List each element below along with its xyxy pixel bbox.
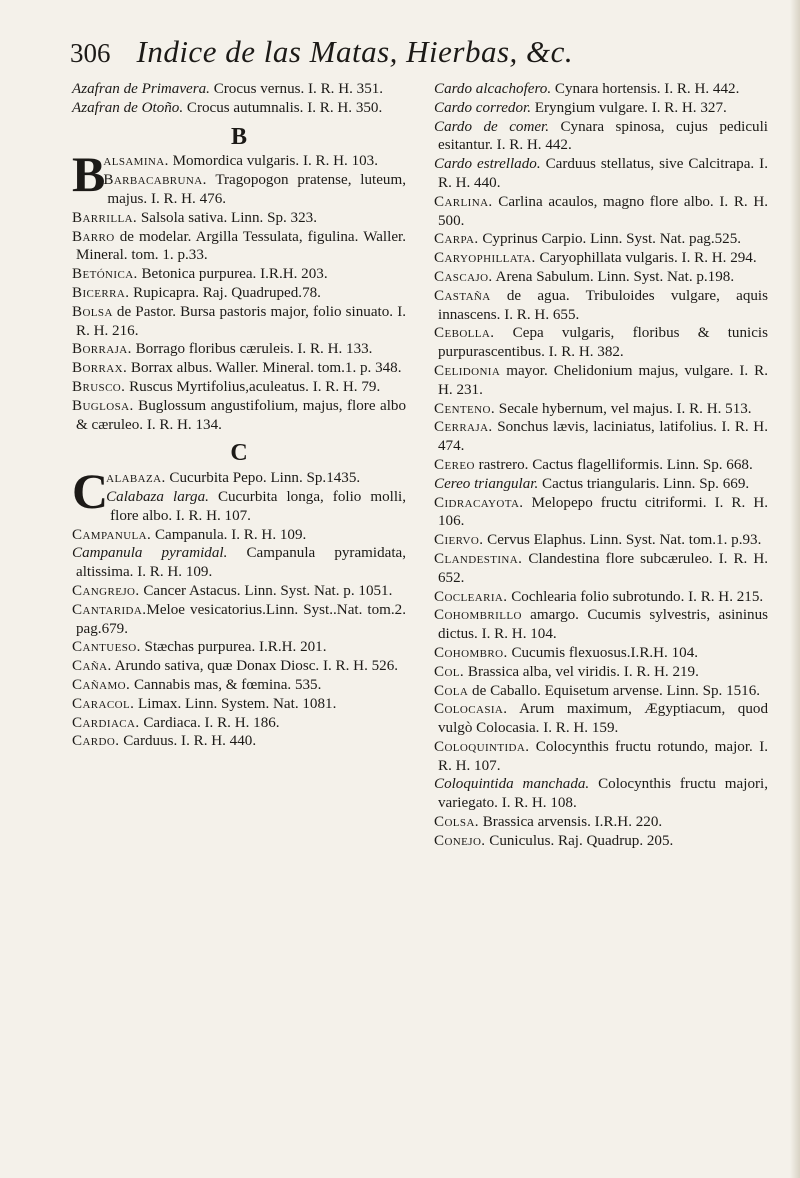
index-entry [72,469,406,488]
index-entry [434,475,768,494]
entry-term: Cangrejo. [72,582,140,599]
entry-description: Secale hybernum, vel majus. I. R. H. 513. [495,400,752,417]
entry-description: Carlina acaulos, magno flore albo. I. R. H. 500. [438,193,768,229]
index-entry [434,362,768,400]
index-entry [72,544,406,582]
entry-term: Celidonia [434,362,501,379]
entry-term: Barro [72,228,115,245]
entry-term: Calabaza larga. [106,488,209,505]
entry-term: Col. [434,663,465,680]
entry-term: Campanula pyramidal. [72,545,228,562]
index-entry [72,695,406,714]
entry-term: Castaña [434,287,491,304]
index-entry [72,657,406,676]
entry-description: Momordica vulgaris. I. R. H. 103. [168,153,378,170]
entry-description: Borrax albus. Waller. Mineral. tom.1. p. 348. [127,360,402,377]
entry-term: Cola [434,682,469,699]
entries-c-block [72,463,406,751]
index-entry [434,588,768,607]
entry-description: Brassica arvensis. I.R.H. 220. [478,814,663,831]
entry-term: Bolsa [72,303,113,320]
entry-term: Cardo. [72,733,120,750]
entry-description: de agua. Tribuloides vulgare, aquis innascens. I. R. H. 655. [438,287,768,323]
entry-description: Stæchas purpurea. I.R.H. 201. [140,639,327,656]
entry-term: Ciervo. [434,532,484,549]
entry-description: mayor. Chelidonium majus, vulgare. I. R. H. 231. [438,362,768,398]
entry-term: Cerraja. [434,419,493,436]
index-entry [434,606,768,644]
index-entry [72,209,406,228]
left-column [72,80,406,851]
entry-term: Bicerra. [72,284,130,301]
entry-term: Carpa. [434,231,479,248]
entry-term: Campanula. [72,526,152,543]
index-entry [434,813,768,832]
entries-c [72,463,406,751]
entry-description: Colocynthis fructu majori, variegato. I. R. H. 108. [438,776,768,812]
entry-description: Meloe vesicatorius.Linn. Syst..Nat. tom.2. pag.679. [76,601,406,637]
page-header [70,34,770,76]
index-entry [434,230,768,249]
entry-term: Coloquintida manchada. [434,776,590,793]
index-entry [72,284,406,303]
dropcap-c: C [72,463,109,520]
index-entry [434,249,768,268]
index-entry [434,193,768,231]
entry-term: alsamina. [103,153,169,170]
entry-description: Betonica purpurea. I.R.H. 203. [137,266,328,283]
entry-description: Tragopogon pratense, luteum, majus. I. R. H. 476. [107,172,406,207]
index-entry [72,228,406,266]
entry-description: Cucurbita Pepo. Linn. Sp.1435. [165,470,361,487]
index-entry [434,418,768,456]
entry-term: Buglosa. [72,397,134,414]
entry-term: Coclearia. [434,588,508,605]
index-entry [434,550,768,588]
entry-term: Cañamo. [72,676,131,693]
entry-term: Cardo corredor. [434,99,531,116]
entry-description: Cardiaca. I. R. H. 186. [139,714,280,731]
entry-term: Azafran de Otoño. [72,99,184,116]
entry-term: Caracol. [72,695,135,712]
page-title: Indice de las Matas, Hierbas, &c. [136,34,574,69]
index-entry [72,638,406,657]
entry-term: Betónica. [72,266,138,283]
entry-term: alabaza. [106,470,166,487]
entry-description: Clandestina flore subcæruleo. I. R. H. 652. [438,550,768,586]
entry-description: Cyprinus Carpio. Linn. Syst. Nat. pag.525. [478,231,742,248]
dropcap-b: B [72,146,106,203]
entry-description: Campanula. I. R. H. 109. [151,526,307,543]
entry-term: Cardo alcachofero. [434,81,552,97]
entry-description: de Caballo. Equisetum arvense. Linn. Sp. 1516. [468,682,761,699]
entry-term: Cereo triangular. [434,475,539,492]
entry-description: Sonchus lævis, laciniatus, latifolius. I. R. H. 474. [438,419,768,455]
index-entry [434,832,768,851]
entry-description: Crocus vernus. I. R. H. 351. [209,81,384,97]
entry-description: Cervus Elaphus. Linn. Syst. Nat. tom.1. p.93. [483,532,762,549]
index-entry [434,738,768,776]
entry-description: Cynara spinosa, cujus pediculi esitantur. I. R. H. 442. [438,118,768,154]
entry-term: Clandestina. [434,550,523,567]
index-entry [434,268,768,287]
entry-description: Ruscus Myrtifolius,aculeatus. I. R. H. 79. [125,378,381,395]
index-entry [434,155,768,193]
entry-term: Cantueso. [72,639,141,656]
entry-term: Azafran de Primavera. [72,81,210,97]
entry-description: rastrero. Cactus flagelliformis. Linn. Sp. 668. [474,456,753,473]
index-entry [434,531,768,550]
entry-term: Conejo. [434,832,486,849]
page-number: 306 [70,38,111,68]
entry-term: Cardo estrellado. [434,156,541,173]
entry-term: Caña. [72,658,112,675]
index-entry [72,378,406,397]
index-entry [72,676,406,695]
entry-description: Cuniculus. Raj. Quadrup. 205. [485,832,674,849]
index-entry [72,99,406,118]
index-entry [434,118,768,156]
entry-term: Caryophillata. [434,250,536,267]
index-entry [72,601,406,639]
entry-term: Coloquintida. [434,738,530,755]
entry-description: amargo. Cucumis sylvestris, asininus dictus. I. R. H. 104. [438,607,768,643]
index-entry [434,775,768,813]
index-entry [434,663,768,682]
index-entry [72,488,406,526]
entry-term: Borraja. [72,341,132,358]
index-entry [72,397,406,435]
index-columns [72,80,770,851]
entry-description: Borrago floribus cæruleis. I. R. H. 133. [131,341,373,358]
entry-term: Borrax. [72,360,128,377]
entry-description: Limax. Linn. System. Nat. 1081. [134,695,337,712]
entry-description: Carduus. I. R. H. 440. [119,733,257,750]
entry-description: de Pastor. Bursa pastoris major, folio sinuato. I. R. H. 216. [76,303,406,339]
entry-term: Cardiaca. [72,714,140,731]
entry-description: Arena Sabulum. Linn. Syst. Nat. p.198. [492,268,735,285]
index-entry [72,732,406,751]
index-entry [72,303,406,341]
entry-term: Cidracayota. [434,494,524,511]
entry-description: de modelar. Argilla Tessulata, figulina. Waller. Mineral. tom. 1. p.33. [76,228,406,264]
page-edge-shadow [790,0,800,1178]
entry-term: Colocasia. [434,701,508,718]
entry-term: Barrilla. [72,209,138,226]
entry-description: Salsola sativa. Linn. Sp. 323. [137,209,317,226]
entry-term: Barbacabruna. [103,172,207,189]
entry-description: Cucurbita longa, folio molli, flore albo. I. R. H. 107. [110,488,406,524]
entry-description: Cucumis flexuosus.I.R.H. 104. [507,644,699,661]
entry-term: Cohombrillo [434,607,522,624]
index-entry [434,700,768,738]
entry-description: Brassica alba, vel viridis. I. R. H. 219. [464,663,699,680]
entry-term: Cascajo. [434,268,493,285]
entry-description: Cancer Astacus. Linn. Syst. Nat. p. 1051. [139,582,393,599]
index-entry [434,400,768,419]
index-entry [434,456,768,475]
entry-description: Campanula pyramidata, altissima. I. R. H. 109. [76,545,406,581]
entry-description: Melopepo fructu citriformi. I. R. H. 106. [438,494,768,530]
index-entry [434,99,768,118]
right-column [434,80,768,851]
entry-description: Carduus stellatus, sive Calcitrapa. I. R. H. 440. [438,156,768,191]
entries-b-block [72,146,406,434]
entry-description: Eryngium vulgare. I. R. H. 327. [531,99,727,116]
entry-description: Cepa vulgaris, floribus & tunicis purpurascentibus. I. R. H. 382. [438,325,768,361]
entry-term: Colsa. [434,814,479,831]
index-entry [72,265,406,284]
entry-term: Cebolla. [434,325,495,342]
index-entry [434,287,768,325]
entries-a [72,80,406,118]
section-letter-b: B [230,123,247,150]
index-entry [72,340,406,359]
entry-description: Cannabis mas, & fœmina. 535. [130,676,322,693]
index-entry [72,171,406,209]
index-entry [434,682,768,701]
entries-b [72,146,406,434]
entry-description: Arundo sativa, quæ Donax Diosc. I. R. H. 526. [111,658,399,675]
index-entry [72,526,406,545]
entry-description: Cactus triangularis. Linn. Sp. 669. [538,475,750,492]
entry-description: Cynara hortensis. I. R. H. 442. [551,81,740,97]
entry-term: Brusco. [72,378,126,395]
entry-description: Rupicapra. Raj. Quadruped.78. [129,284,321,301]
entry-term: Centeno. [434,400,496,417]
index-entry [434,644,768,663]
index-entry [72,152,406,171]
entry-term: Cardo de comer. [434,118,550,135]
section-letter-c: C [230,440,248,467]
index-entry [72,80,406,99]
entry-description: Buglossum angustifolium, majus, flore albo & cæruleo. I. R. H. 134. [76,397,406,433]
entry-term: Cohombro. [434,644,508,661]
index-entry [434,494,768,532]
entry-description: Arum maximum, Ægyptiacum, quod vulgò Colocasia. I. R. H. 159. [438,701,768,737]
entry-description: Cochlearia folio subrotundo. I. R. H. 215. [507,588,764,605]
entry-term: Cantarida. [72,601,147,618]
index-entry [434,324,768,362]
entry-description: Colocynthis fructu rotundo, major. I. R. H. 107. [438,738,768,774]
entry-term: Cereo [434,456,475,473]
index-entry [434,80,768,99]
entry-description: Caryophillata vulgaris. I. R. H. 294. [535,250,757,267]
entry-term: Carlina. [434,193,493,210]
index-entry [72,714,406,733]
index-entry [72,359,406,378]
index-entry [72,582,406,601]
entry-description: Crocus autumnalis. I. R. H. 350. [183,99,383,116]
